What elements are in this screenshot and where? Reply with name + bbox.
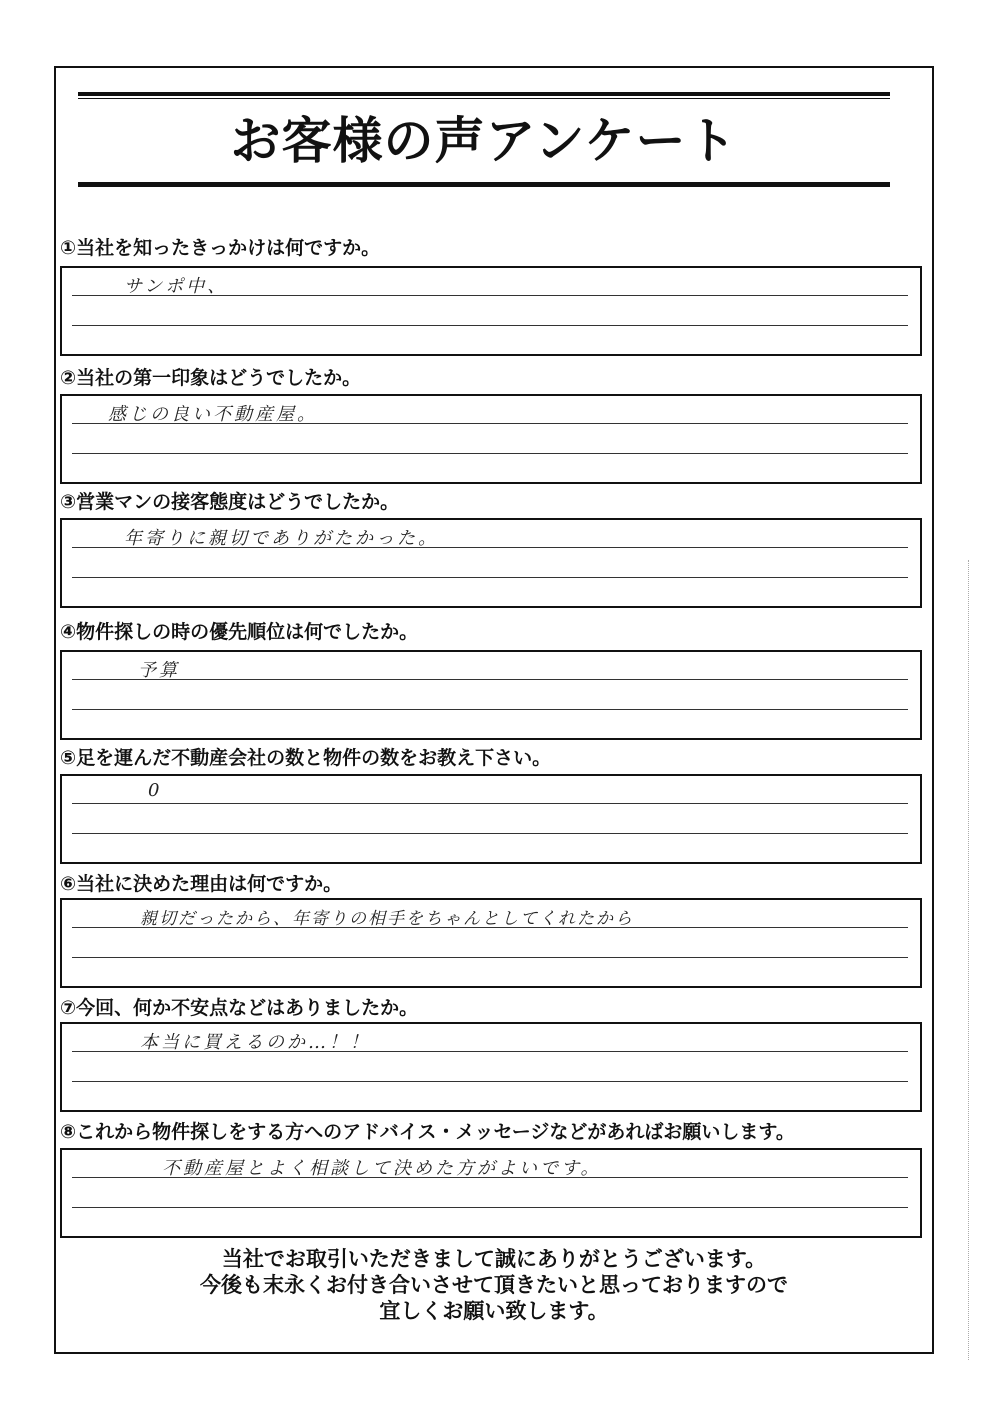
question-4: ④物件探しの時の優先順位は何でしたか。: [60, 621, 419, 643]
scan-edge-mark: [968, 560, 973, 1360]
answer-box-7[interactable]: [60, 1022, 922, 1112]
closing-line-3: 宜しくお願い致します。: [379, 1299, 609, 1323]
answer-box-1[interactable]: [60, 266, 922, 356]
closing-line-1: 当社でお取引いただきまして誠にありがとうございます。: [221, 1247, 767, 1271]
question-3: ③営業マンの接客態度はどうでしたか。: [60, 491, 400, 513]
title-rule-top: [78, 92, 890, 99]
answer-box-2[interactable]: [60, 394, 922, 484]
answer-box-5[interactable]: [60, 774, 922, 864]
question-7: ⑦今回、何か不安点などはありましたか。: [60, 997, 419, 1019]
closing-line-2: 今後も末永くお付き合いさせて頂きたいと思っておりますので: [200, 1273, 788, 1297]
question-6: ⑥当社に決めた理由は何ですか。: [60, 873, 343, 895]
question-1: ①当社を知ったきっかけは何ですか。: [60, 237, 381, 259]
answer-4-text: 予算: [138, 660, 180, 681]
title-rule-bottom: [78, 180, 890, 187]
answer-5-text: 0: [148, 780, 163, 801]
answer-3-text: 年寄りに親切でありがたかった。: [124, 528, 439, 549]
answer-2-text: 感じの良い不動産屋。: [108, 404, 318, 425]
question-5: ⑤足を運んだ不動産会社の数と物件の数をお教え下さい。: [60, 747, 552, 769]
answer-box-6[interactable]: [60, 898, 922, 988]
answer-box-8[interactable]: [60, 1148, 922, 1238]
question-2: ②当社の第一印象はどうでしたか。: [60, 367, 362, 389]
answer-6-text: 親切だったから、年寄りの相手をちゃんとしてくれたから: [140, 909, 634, 929]
answer-1-text: サンポ中、: [124, 276, 229, 297]
answer-box-3[interactable]: [60, 518, 922, 608]
question-8: ⑧これから物件探しをする方へのアドバイス・メッセージなどがあればお願いします。: [60, 1121, 795, 1143]
page-title: お客様の声アンケート: [230, 112, 738, 170]
answer-8-text: 不動産屋とよく相談して決めた方がよいです。: [162, 1158, 602, 1179]
closing-message: [54, 1246, 934, 1324]
answer-7-text: 本当に買えるのか…！！: [140, 1032, 371, 1053]
answer-box-4[interactable]: [60, 650, 922, 740]
